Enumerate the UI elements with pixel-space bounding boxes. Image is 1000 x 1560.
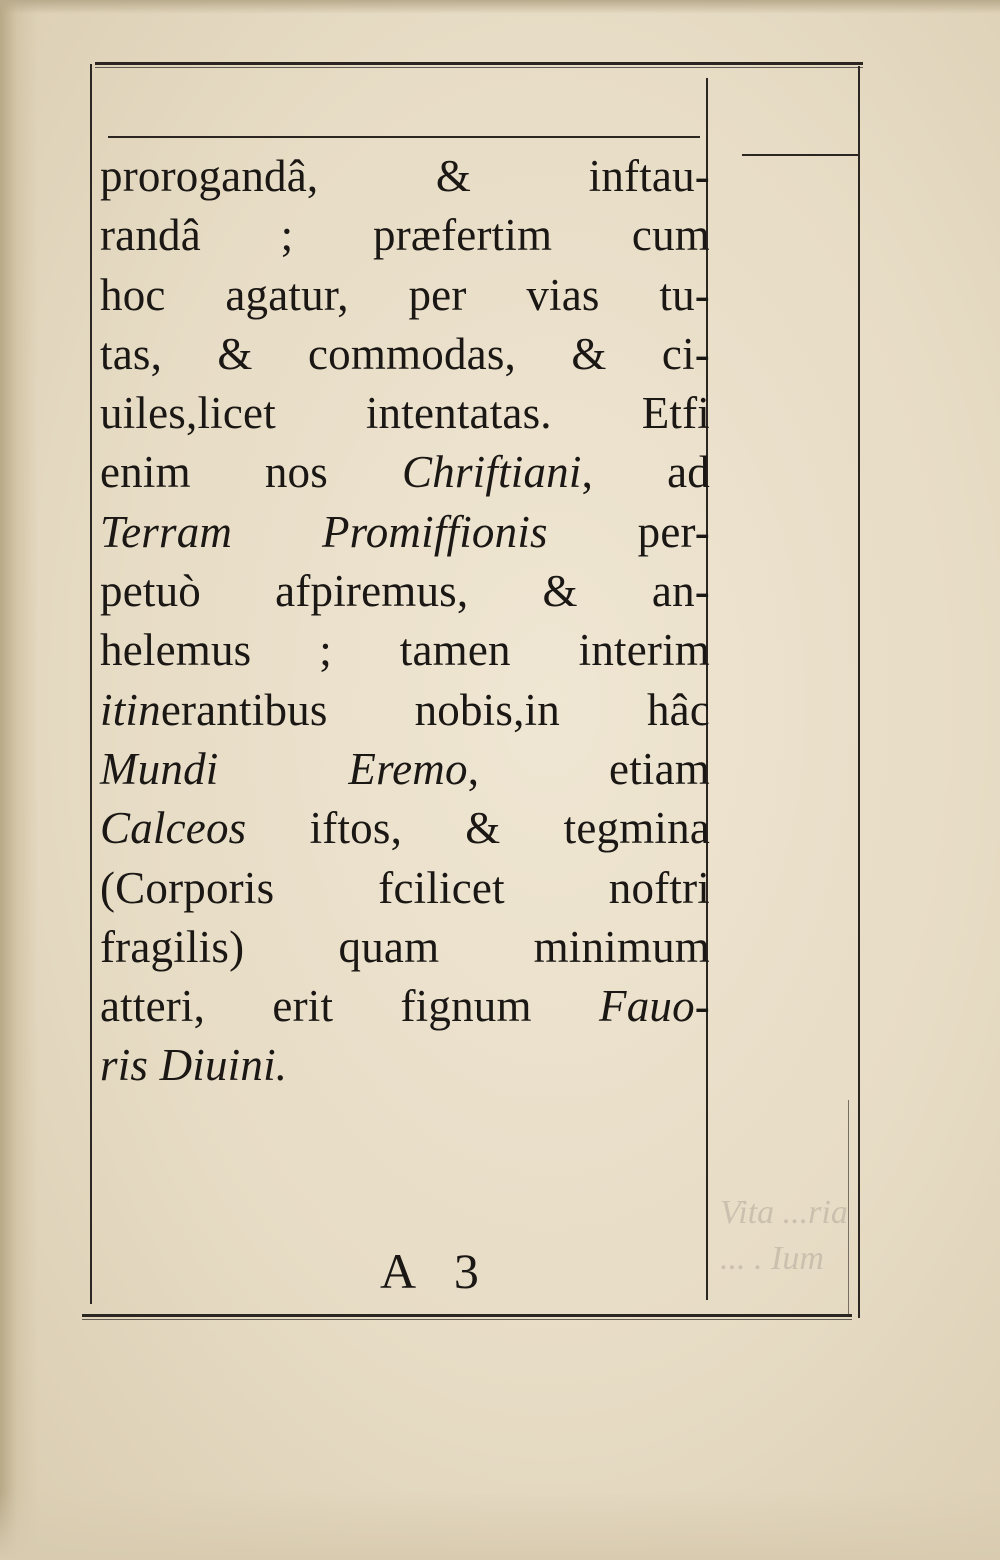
italic-text: ris Diuini. <box>100 1040 288 1091</box>
text-line <box>100 1036 710 1095</box>
frame-rule-right-inner <box>848 1100 849 1315</box>
text-line <box>100 266 710 325</box>
frame-rule-bottom <box>82 1314 852 1317</box>
page-bottom-edge <box>0 1490 1000 1560</box>
text-line <box>100 621 710 680</box>
frame-rule-bottom-inner <box>82 1319 852 1320</box>
frame-rule-right <box>858 66 860 1318</box>
text-line <box>100 799 710 858</box>
roman-text: petuò afpiremus, & an- <box>100 566 710 617</box>
roman-text: iftos, & tegmina <box>246 803 710 854</box>
text-line <box>100 859 710 918</box>
text-line <box>100 443 710 502</box>
signature-mark: A 3 <box>380 1243 493 1299</box>
roman-text: per- <box>547 506 710 557</box>
margin-head-rule <box>742 154 860 156</box>
page-top-edge <box>0 0 1000 14</box>
text-line <box>100 740 710 799</box>
text-line <box>100 147 710 206</box>
roman-text: enim nos <box>100 447 403 498</box>
roman-text: hoc agatur, per vias tu- <box>100 269 710 320</box>
frame-rule-top <box>95 62 863 65</box>
roman-text: uiles,licet intentatas. Etfi <box>100 388 710 439</box>
roman-text: fragilis) quam minimum <box>100 921 710 972</box>
roman-text: (Corporis fcilicet noftri <box>100 862 710 913</box>
roman-text: erantibus nobis,in hâc <box>160 684 710 735</box>
text-line <box>100 918 710 977</box>
italic-text: Chriftiani <box>402 447 582 498</box>
roman-text: atteri, erit fignum <box>100 981 600 1032</box>
text-line <box>100 325 710 384</box>
roman-text: prorogandâ, & inftau- <box>100 151 710 201</box>
italic-text: Mundi Eremo <box>100 743 468 794</box>
bleed-through-text <box>720 1190 848 1282</box>
roman-text: , ad <box>581 447 710 498</box>
frame-rule-left <box>90 64 92 1304</box>
text-line <box>100 681 710 740</box>
roman-text: , etiam <box>467 743 710 794</box>
bleed-through-line: ... . Ium <box>720 1240 824 1277</box>
italic-text: itin <box>100 684 161 735</box>
italic-text: Fauo- <box>599 981 710 1032</box>
roman-text: helemus ; tamen interim <box>100 625 710 676</box>
text-line <box>100 977 710 1036</box>
roman-text: randâ ; præfertim cum <box>100 210 710 261</box>
italic-text: Terram Promiffionis <box>100 506 548 557</box>
text-line <box>100 384 710 443</box>
frame-rule-top-inner <box>95 67 863 68</box>
text-line <box>100 206 710 265</box>
bleed-through-line: Vita ...ria <box>720 1194 848 1231</box>
spine-shadow <box>0 0 38 1560</box>
text-line <box>100 503 710 562</box>
body-text <box>100 147 710 1096</box>
italic-text: Calceos <box>100 803 247 854</box>
text-head-rule <box>108 136 700 138</box>
text-line <box>100 562 710 621</box>
roman-text: tas, & commodas, & ci- <box>100 328 710 379</box>
